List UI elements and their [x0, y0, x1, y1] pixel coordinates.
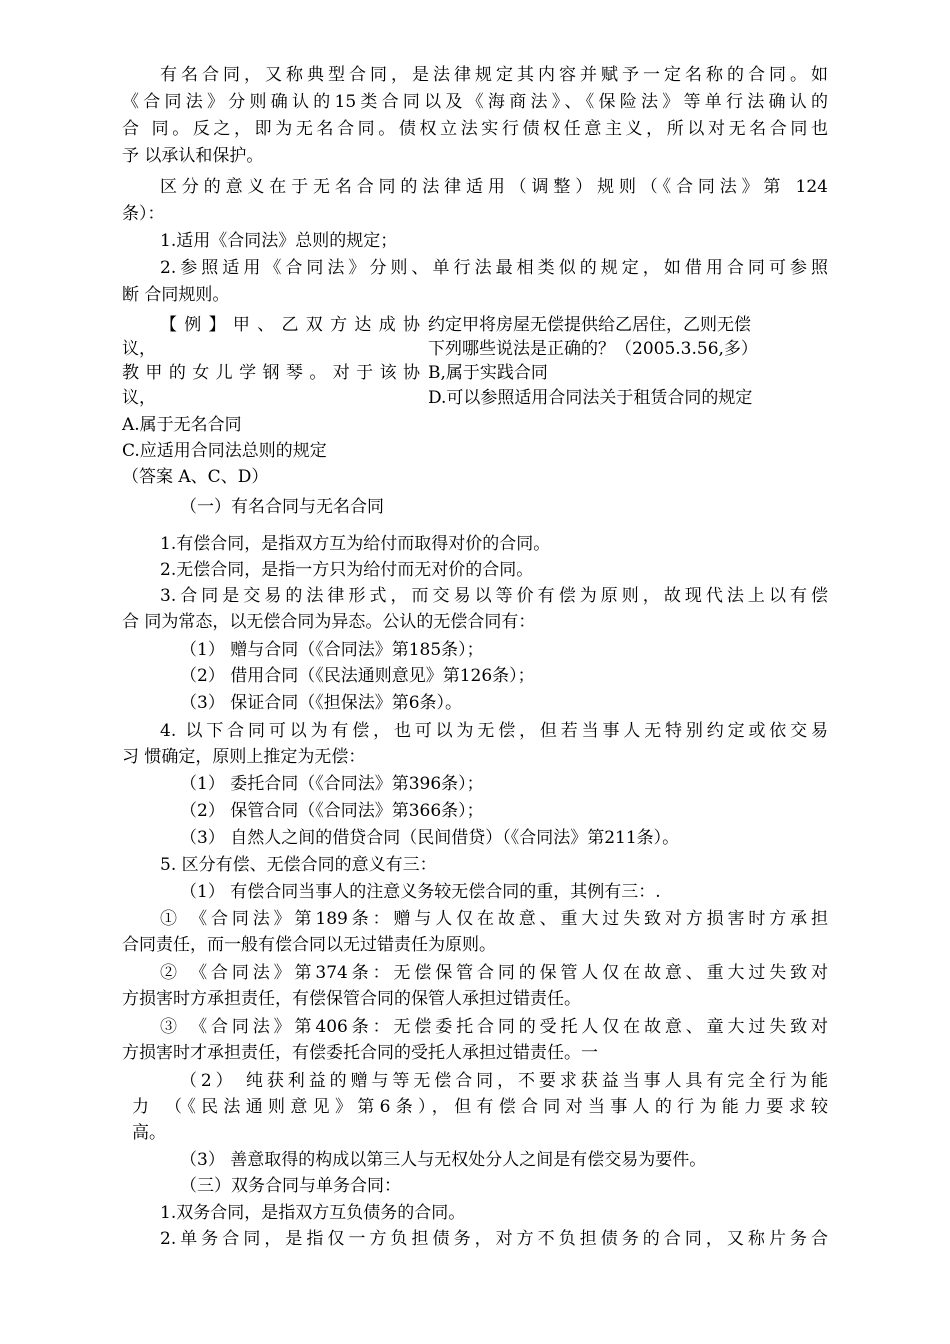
item-4-sub3: （3） 自然人之间的借贷合同（民间借贷）（《合同法》第211条）。: [180, 828, 680, 848]
item-5-example2-line1: ② 《合同法》第374条：无偿保管合同的保管人仅在故意、重大过失致对: [160, 963, 828, 983]
item-3-line1: 3.合同是交易的法律形式，而交易以等价有偿为原则，故现代法上以有偿: [160, 586, 828, 606]
item-5-example3-line1: ③ 《合同法》第406条：无偿委托合同的受托人仅在故意、童大过失致对: [160, 1017, 828, 1037]
example-left-line3: 教甲的女儿学钢琴。对于该协: [122, 363, 420, 383]
para-named-contract-line1: 有名合同，又称典型合同，是法律规定其内容并赋予一定名称的合同。如: [160, 65, 828, 85]
option-a: A.属于无名合同: [122, 415, 242, 435]
item-5-example2-line2: 方损害时方承担责任，有偿保管合同的保管人承担过错责任。: [122, 989, 581, 1009]
item-1: 1.有偿合同，是指双方互为给付而取得对价的合同。: [160, 534, 551, 554]
para-named-contract-line3: 合 同。反之，即为无名合同。债权立法实行债权任意主义，所以对无名合同也: [122, 119, 828, 139]
option-d: D.可以参照适用合同法关于租赁合同的规定: [428, 388, 753, 408]
section-heading-1: （一）有名合同与无名合同: [180, 497, 384, 517]
item-5-sub2-line3: 高。: [132, 1123, 166, 1143]
rule-2-line2: 断 合同规则。: [122, 285, 230, 305]
item-5-sub1: （1） 有偿合同当事人的注意义务较无偿合同的重，其例有三：.: [180, 882, 661, 902]
example-left-line4: 议，: [122, 388, 156, 408]
item-5-example1-line1: ① 《合同法》第189条：赠与人仅在故意、重大过失致对方损害时方承担: [160, 909, 828, 929]
para-named-contract-line4: 予 以承认和保护。: [122, 146, 264, 166]
rule-1: 1.适用《合同法》总则的规定；: [160, 231, 398, 251]
item-3-sub1: （1） 赠与合同（《合同法》第185条）；: [180, 640, 484, 660]
answer: （答案 A、C、D）: [122, 467, 269, 487]
item-4-sub2: （2） 保管合同（《合同法》第366条）；: [180, 801, 484, 821]
para-significance-line2: 条）：: [122, 204, 165, 224]
example-left-line1: 【例】甲、乙双方达成协: [160, 315, 420, 335]
section-heading-3: （三）双务合同与单务合同：: [180, 1176, 401, 1196]
example-left-line2: 议，: [122, 339, 156, 359]
para-named-contract-line2: 《合同法》分则确认的15类合同以及《海商法》、《保险法》等单行法确认的: [122, 92, 828, 112]
example-right-line2: 下列哪些说法是正确的？（2005.3.56,多）: [428, 339, 758, 359]
option-b: B,属于实践合同: [428, 363, 548, 383]
item-3-sub3: （3） 保证合同（《担保法》第6条）。: [180, 693, 463, 713]
item-3-line2: 合 同为常态，以无偿合同为异态。公认的无偿合同有：: [122, 612, 536, 632]
option-c: C.应适用合同法总则的规定: [122, 441, 327, 461]
item-5-example3-line2: 方损害时才承担责任，有偿委托合同的受托人承担过错责任。一: [122, 1043, 598, 1063]
item-5-example1-line2: 合同责任，而一般有偿合同以无过错责任为原则。: [122, 935, 496, 955]
item-4-line2: 习 惯确定，原则上推定为无偿：: [122, 747, 366, 767]
item-2: 2.无偿合同，是指一方只为给付而无对价的合同。: [160, 560, 534, 580]
item-5-sub2-line1: （2） 纯获利益的赠与等无偿合同，不要求获益当事人具有完全行为能: [180, 1071, 828, 1091]
example-right-line1: 约定甲将房屋无偿提供给乙居住，乙则无偿: [428, 315, 751, 335]
item-4-sub1: （1） 委托合同（《合同法》第396条）；: [180, 774, 484, 794]
item-4-line1: 4. 以下合同可以为有偿，也可以为无偿，但若当事人无特别约定或依交易: [160, 721, 828, 741]
bilateral-item-2: 2.单务合同，是指仅一方负担债务，对方不负担债务的合同，又称片务合: [160, 1229, 828, 1249]
item-3-sub2: （2） 借用合同（《民法通则意见》第126条）；: [180, 666, 535, 686]
bilateral-item-1: 1.双务合同，是指双方互负债务的合同。: [160, 1203, 466, 1223]
item-5-sub3: （3） 善意取得的构成以第三人与无权处分人之间是有偿交易为要件。: [180, 1150, 707, 1170]
item-5: 5. 区分有偿、无偿合同的意义有三：: [160, 855, 437, 875]
item-5-sub2-line2: 力 （《民法通则意见》第6条），但有偿合同对当事人的行为能力要求较: [132, 1097, 828, 1117]
para-significance-line1: 区分的意义在于无名合同的法律适用（调整）规则（《合同法》第 124: [160, 177, 828, 197]
rule-2-line1: 2.参照适用《合同法》分则、单行法最相类似的规定，如借用合同可参照: [160, 258, 828, 278]
